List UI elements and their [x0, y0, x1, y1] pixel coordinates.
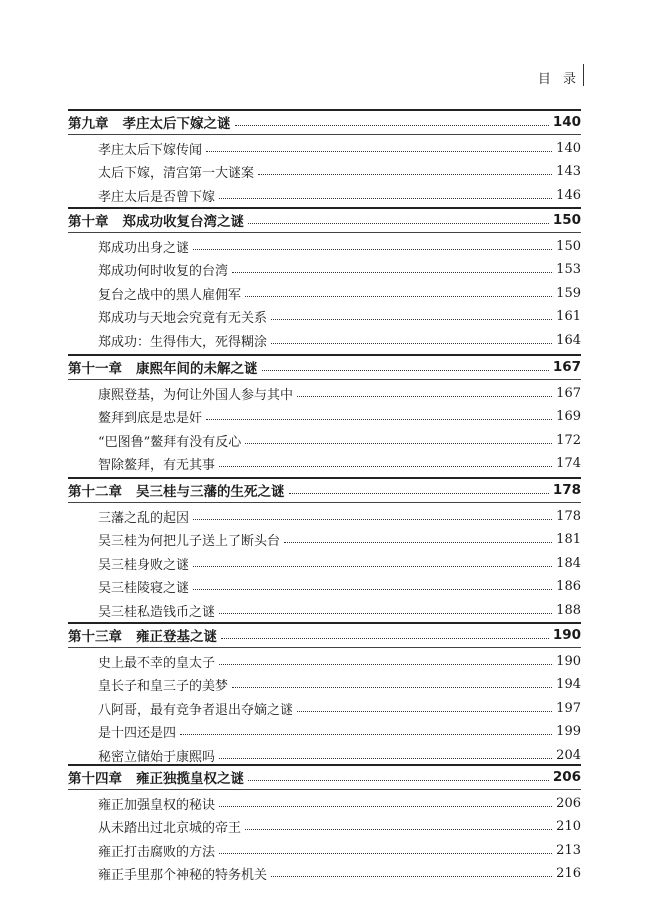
chapter-row[interactable] — [68, 624, 581, 646]
section-title: “巴图鲁”鳌拜有没有反心 — [98, 434, 242, 450]
header-title: 目 录 — [537, 72, 580, 87]
page-number: 199 — [556, 724, 581, 739]
chapter-row[interactable] — [68, 479, 581, 501]
dot-leader — [219, 758, 552, 759]
chapter-bottom-rule — [68, 232, 581, 233]
chapter-label: 第十二章 — [68, 484, 122, 500]
chapter-row[interactable] — [68, 766, 581, 788]
dot-leader — [206, 419, 552, 420]
section-row[interactable] — [68, 552, 581, 574]
chapter-top-rule — [68, 764, 581, 766]
page-number: 167 — [556, 385, 581, 401]
dot-leader — [258, 174, 552, 175]
page-number: 188 — [556, 602, 581, 618]
section-row[interactable] — [68, 406, 581, 428]
section-row[interactable] — [68, 235, 581, 257]
page-number: 197 — [556, 700, 581, 716]
section-title: 康熙登基，为何让外国人参与其中 — [98, 387, 294, 403]
chapter-title: 雍正登基之谜 — [136, 629, 217, 645]
page-number: 216 — [556, 866, 581, 881]
section-row[interactable] — [68, 137, 581, 159]
section-title: 吴三桂身败之谜 — [98, 557, 190, 573]
chapter-label: 第十三章 — [68, 629, 122, 645]
dot-leader — [245, 296, 552, 297]
section-title: 史上最不幸的皇太子 — [98, 655, 216, 671]
chapter-row[interactable] — [68, 209, 581, 231]
section-row[interactable] — [68, 674, 581, 696]
dot-leader — [219, 806, 552, 807]
section-row[interactable] — [68, 744, 581, 766]
chapter-title: 吴三桂与三藩的生死之谜 — [136, 484, 285, 500]
page-number: 159 — [556, 285, 581, 301]
chapter-bottom-rule — [68, 502, 581, 503]
chapter-bottom-rule — [68, 647, 581, 648]
page-number: 178 — [556, 508, 581, 524]
page-number: 169 — [556, 409, 581, 424]
chapter-bottom-rule — [68, 789, 581, 790]
section-title: 吴三桂陵寝之谜 — [98, 581, 190, 596]
dot-leader — [219, 664, 552, 665]
chapter-title: 雍正独揽皇权之谜 — [136, 771, 244, 787]
dot-leader — [289, 493, 549, 494]
section-row[interactable] — [68, 599, 581, 621]
page-number: 186 — [556, 579, 581, 594]
chapter-label: 第十章 — [68, 214, 109, 230]
chapter-top-rule — [68, 477, 581, 479]
chapter-bottom-rule — [68, 379, 581, 380]
dot-leader — [193, 566, 552, 567]
chapter-top-rule — [68, 207, 581, 209]
section-row[interactable] — [68, 792, 581, 814]
dot-leader — [219, 466, 552, 467]
dot-leader — [219, 198, 552, 199]
dot-leader — [219, 853, 552, 854]
section-row[interactable] — [68, 863, 581, 885]
section-title: 吴三桂为何把儿子送上了断头台 — [98, 534, 281, 549]
chapter-title: 孝庄太后下嫁之谜 — [122, 116, 231, 132]
page-number: 172 — [556, 432, 581, 448]
dot-leader — [193, 249, 552, 250]
section-title: 雍正手里那个神秘的特务机关 — [98, 868, 268, 883]
page-number: 181 — [556, 532, 581, 547]
page-number: 206 — [552, 769, 581, 785]
section-row[interactable] — [68, 259, 581, 281]
section-row[interactable] — [68, 697, 581, 719]
dot-leader — [232, 687, 552, 688]
dot-leader — [180, 734, 552, 735]
section-title: 郑成功何时收复的台湾 — [98, 264, 229, 279]
section-title: 太后下嫁，清宫第一大谜案 — [98, 166, 255, 181]
section-row[interactable] — [68, 505, 581, 527]
section-title: 吴三桂私造钱币之谜 — [98, 604, 216, 620]
dot-leader — [245, 829, 552, 830]
section-row[interactable] — [68, 306, 581, 328]
section-row[interactable] — [68, 816, 581, 838]
dot-leader — [221, 638, 549, 639]
section-title: 复台之战中的黑人雇佣军 — [98, 287, 242, 303]
page-number: 167 — [552, 359, 581, 375]
chapter-label: 第十四章 — [68, 771, 122, 787]
page-number: 190 — [556, 653, 581, 669]
section-title: 八阿哥，最有竞争者退出夺嫡之谜 — [98, 702, 294, 718]
section-row[interactable] — [68, 429, 581, 451]
section-title: 从未踏出过北京城的帝王 — [98, 821, 242, 836]
section-row[interactable] — [68, 184, 581, 206]
dot-leader — [193, 519, 552, 520]
page-number: 140 — [556, 140, 581, 156]
header-rule — [583, 64, 584, 86]
section-row[interactable] — [68, 650, 581, 672]
dot-leader — [193, 589, 552, 590]
page-number: 140 — [552, 114, 581, 130]
chapter-bottom-rule — [68, 134, 581, 135]
section-title: 智除鳌拜，有无其事 — [98, 458, 216, 473]
chapter-top-rule — [68, 109, 581, 111]
section-title: 是十四还是四 — [98, 726, 177, 741]
page-number: 213 — [556, 842, 581, 858]
section-row[interactable] — [68, 161, 581, 183]
page-number: 164 — [556, 332, 581, 348]
chapter-title: 康熙年间的未解之谜 — [136, 361, 258, 377]
section-row[interactable] — [68, 329, 581, 351]
section-row[interactable] — [68, 529, 581, 551]
section-title: 雍正打击腐败的方法 — [98, 844, 216, 860]
page-number: 190 — [552, 627, 581, 643]
dot-leader — [248, 223, 549, 224]
page-number: 204 — [556, 747, 581, 763]
section-title: 郑成功与天地会究竟有无关系 — [98, 311, 268, 326]
dot-leader — [248, 780, 549, 781]
page-number: 184 — [556, 555, 581, 571]
section-title: 皇长子和皇三子的美梦 — [98, 679, 229, 694]
dot-leader — [235, 125, 549, 126]
section-row[interactable] — [68, 839, 581, 861]
page-number: 174 — [556, 456, 581, 471]
page-number: 143 — [556, 164, 581, 179]
section-title: 鳌拜到底是忠是奸 — [98, 411, 203, 426]
section-title: 秘密立储始于康熙吗 — [98, 749, 216, 765]
chapter-label: 第十一章 — [68, 361, 122, 377]
chapter-top-rule — [68, 622, 581, 624]
page-number: 150 — [552, 212, 581, 228]
page-number: 194 — [556, 677, 581, 692]
dot-leader — [297, 711, 552, 712]
dot-leader — [284, 542, 552, 543]
section-title: 孝庄太后下嫁传闻 — [98, 142, 203, 158]
dot-leader — [245, 443, 552, 444]
section-row[interactable] — [68, 282, 581, 304]
dot-leader — [219, 613, 552, 614]
chapter-row[interactable] — [68, 356, 581, 378]
chapter-label: 第九章 — [68, 116, 109, 132]
section-title: 雍正加强皇权的秘诀 — [98, 797, 216, 813]
dot-leader — [206, 151, 552, 152]
chapter-title: 郑成功收复台湾之谜 — [122, 214, 244, 230]
page-number: 178 — [552, 482, 581, 498]
section-title: 孝庄太后是否曾下嫁 — [98, 189, 216, 205]
chapter-top-rule — [68, 354, 581, 356]
section-row[interactable] — [68, 576, 581, 598]
dot-leader — [262, 370, 549, 371]
section-row[interactable] — [68, 382, 581, 404]
dot-leader — [271, 319, 552, 320]
dot-leader — [271, 343, 552, 344]
chapter-row[interactable] — [68, 111, 581, 133]
section-row[interactable] — [68, 453, 581, 475]
dot-leader — [271, 876, 552, 877]
page-number: 153 — [556, 262, 581, 277]
page-number: 150 — [556, 238, 581, 254]
page-number: 210 — [556, 819, 581, 834]
section-row[interactable] — [68, 721, 581, 743]
section-title: 三藩之乱的起因 — [98, 510, 190, 526]
page-number: 206 — [556, 795, 581, 811]
section-title: 郑成功：生得伟大，死得糊涂 — [98, 334, 268, 350]
dot-leader — [232, 272, 552, 273]
page-number: 146 — [556, 187, 581, 203]
page-number: 161 — [556, 309, 581, 324]
dot-leader — [297, 396, 552, 397]
section-title: 郑成功出身之谜 — [98, 240, 190, 256]
